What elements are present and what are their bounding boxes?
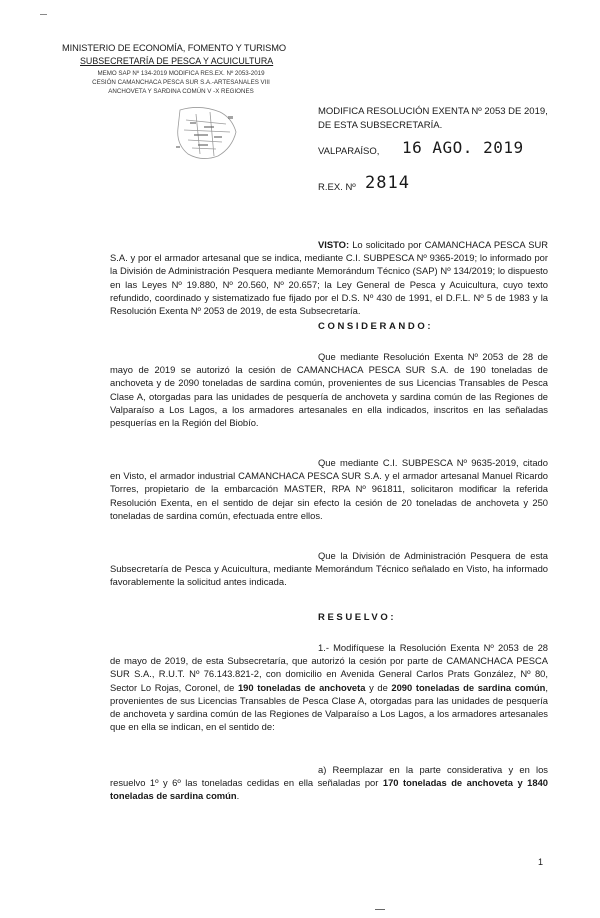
visto-paragraph — [110, 238, 548, 317]
resolution-number: 2814 — [365, 173, 410, 193]
visto-text: Lo solicitado por CAMANCHACA PESCA SUR S.A. y por el armador artesanal que se indica, mediante C.I. SUBPESCA Nº 9365-2019; lo informado por la División de Administración Pesquera mediante Memorándum Técnico (SAP) Nº 134/2019; lo dispuesto en las Leyes Nº 19.880, Nº 20.560, Nº 20.657; la Ley General de Pesca y Acuicultura, cuyo texto refundido, coordinado y sistematizado fue fijado por el D.S. Nº 430 de 1991, el D.F.L. Nº 5 de 1983 y la Resolución Exenta Nº 2053 de 2019, de esta Subsecretaría. — [110, 239, 548, 317]
scan-mark-bottom — [375, 909, 385, 910]
undersecretariat-name: SUBSECRETARÍA DE PESCA Y ACUICULTURA — [80, 56, 274, 66]
cession-reference-line: CESIÓN CAMANCHACA PESCA SUR S.A.-ARTESANALES VIII — [92, 79, 270, 86]
ministry-name: MINISTERIO DE ECONOMÍA, FOMENTO Y TURISMO — [62, 43, 287, 53]
considerando-paragraph-1: Que mediante Resolución Exenta Nº 2053 de 28 de mayo de 2019 se autorizó la cesión de CAMANCHACA PESCA SUR S.A. de 190 toneladas de anchoveta y de 2090 toneladas de sardina común, provenientes de sus Licencias Transables de Pesca Clase A, otorgadas para las unidades de pesquería de anchoveta y sardina común de las Regiones de Valparaíso a Los Lagos, a los armadores artesanales en ella indicados, inscritos en las señaladas pesquerías en la Región del Biobío. — [110, 351, 548, 429]
considerando-heading: CONSIDERANDO: — [318, 321, 434, 332]
resuelvo-item-a: a) Reemplazar en la parte considerativa y en los resuelvo 1º y 6º las toneladas cedidas en ella señaladas por 170 toneladas de anchoveta y 1840 toneladas de sardina común. — [110, 764, 548, 802]
species-reference-line: ANCHOVETA Y SARDINA COMÚN V -X REGIONES — [108, 88, 254, 95]
date-stamp: 16 AGO. 2019 — [402, 138, 524, 157]
resuelvo-paragraph-1: 1.- Modifíquese la Resolución Exenta Nº 2053 de 28 de mayo de 2019, de esta Subsecretaría, que autorizó la cesión por parte de CAMANCHACA PESCA SUR S.A., R.U.T. Nº 76.143.821-2, con domicilio en Avenida General Carlos Prats González, Nº 80, Sector Lo Rojas, Coronel, de 190 toneladas de anchoveta y de 2090 toneladas de sardina común, provenientes de sus Licencias Transables de Pesca Clase A, otorgadas para las unidades de pesquería de anchoveta y sardina común de las Regiones de Valparaíso a Los Lagos, a los armadores artesanales que en ella se indican, en el sentido de: — [110, 642, 549, 733]
resuelvo-heading: RESUELVO: — [318, 612, 397, 623]
page-number: 1 — [538, 857, 544, 867]
resolution-number-label: R.EX. Nº — [318, 182, 356, 193]
resolution-title: MODIFICA RESOLUCIÓN EXENTA Nº 2053 DE 2019, DE ESTA SUBSECRETARÍA. — [318, 106, 548, 131]
official-seal-stamp — [170, 102, 248, 164]
considerando-paragraph-3: Que la División de Administración Pesquera de esta Subsecretaría de Pesca y Acuicultura, mediante Memorándum Técnico señalado en Visto, ha informado favorablemente la solicitud antes indicada. — [110, 550, 548, 588]
memo-reference-line: MEMO SAP Nº 134-2019 MODIFICA RES.EX. Nº 2053-2019 — [97, 70, 265, 77]
visto-heading: VISTO: — [318, 239, 350, 250]
place-label: VALPARAÍSO, — [318, 146, 380, 157]
considerando-paragraph-2: Que mediante C.I. SUBPESCA Nº 9635-2019, citado en Visto, el armador industrial CAMANCHACA PESCA SUR S.A. y el armador artesanal Manuel Ricardo Torres, propietario de la embarcación MASTER, RPA Nº 961811, solicitaron modificar la referida Resolución Exenta, en el sentido de dejar sin efecto la cesión de 20 toneladas de anchoveta y 250 toneladas de sardina común, efectuada entre ellos. — [110, 457, 548, 521]
scan-mark — [40, 14, 47, 15]
